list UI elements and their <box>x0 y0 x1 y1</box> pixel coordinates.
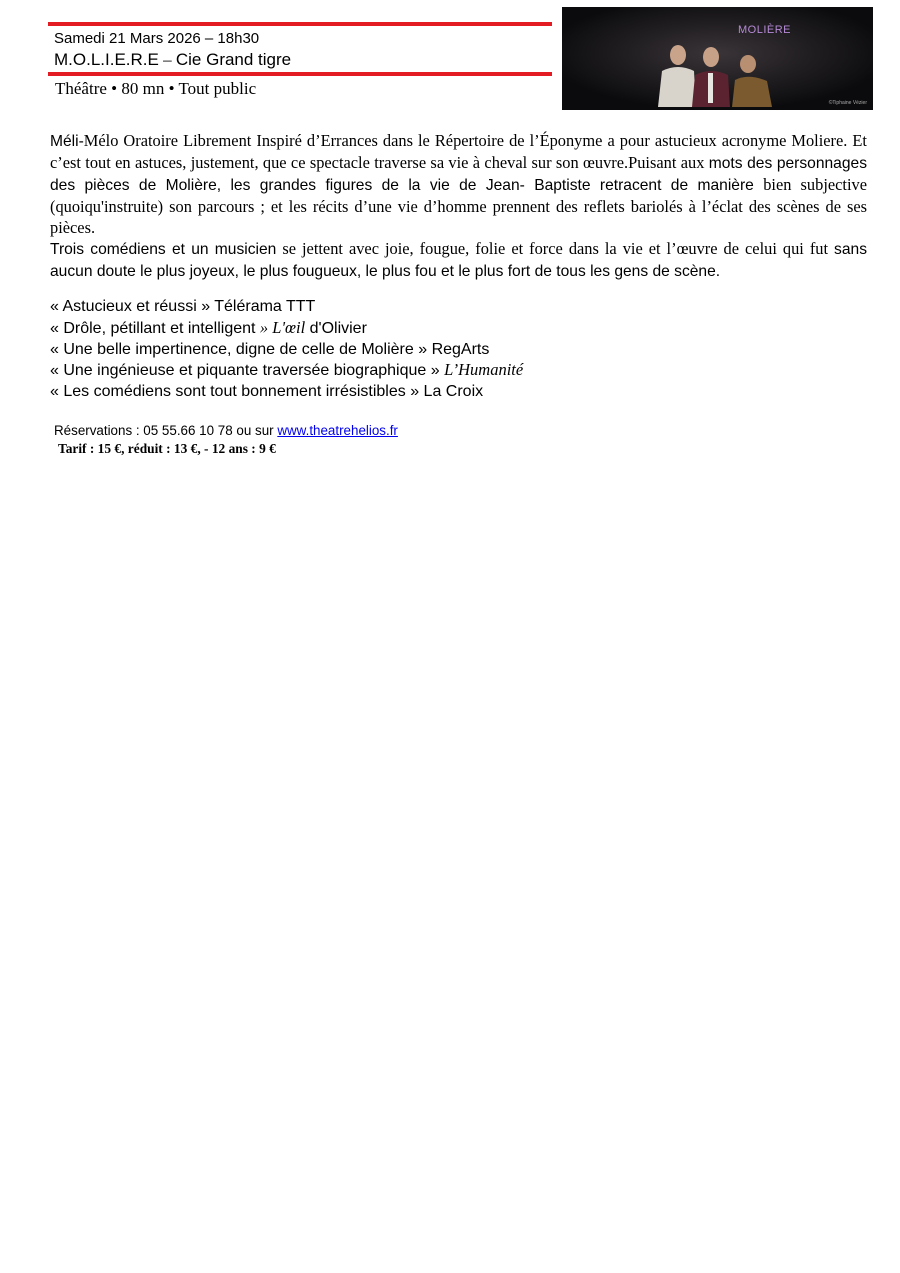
reservation-line <box>54 423 398 438</box>
company-name: Cie Grand tigre <box>175 50 292 69</box>
show-photo <box>562 7 873 110</box>
show-title: M.O.L.I.E.R.E <box>54 50 159 69</box>
event-title <box>54 50 291 70</box>
event-date: Samedi 21 Mars 2026 – 18h30 <box>54 30 260 47</box>
review-item: « Une belle impertinence, digne de celle de Molière » RegArts <box>50 340 490 358</box>
show-description <box>50 130 867 282</box>
theatre-website-link[interactable]: www.theatrehelios.fr <box>277 423 398 438</box>
reservation-label: Réservations : 05 55.66 10 78 ou sur <box>54 423 278 438</box>
review-item: « Drôle, pétillant et intelligent » L'œil d'Olivier <box>50 317 367 337</box>
title-dash: – <box>158 50 176 69</box>
event-meta: Théâtre • 80 mn • Tout public <box>55 79 257 98</box>
top-red-rule <box>48 22 552 26</box>
photo-credit: ©Tiphaine Vézier <box>828 100 867 106</box>
review-item: « Les comédiens sont tout bonnement irrésistibles » La Croix <box>50 383 484 401</box>
description-paragraph-1: Méli-Mélo Oratoire Librement Inspiré d’Errances dans le Répertoire de l’Éponyme a pour astucieux acronyme Moliere. Et c’est tout en astuces, justement, que ce spectacle traverse sa vie à cheval sur son œuvre.Puisant aux mots des personnages des pièces de Molière, les grandes figures de la vie de Jean- Baptiste retracent de manière bien subjective (quoiqu'instruite) son parcours ; et les récits d’une vie d’homme prennent des reflets bariolés à l’éclat des scènes de ses pièces. <box>50 131 867 237</box>
review-item: « Astucieux et réussi » Télérama TTT <box>50 298 316 315</box>
bottom-red-rule <box>48 72 552 76</box>
performers-image <box>562 7 873 110</box>
event-header <box>48 22 552 82</box>
photo-title: MOLIÈRE <box>738 24 792 36</box>
review-item: « Une ingénieuse et piquante traversée biographique » L’Humanité <box>50 360 524 380</box>
pricing-line: Tarif : 15 €, réduit : 13 €, - 12 ans : 9 € <box>58 441 276 456</box>
description-paragraph-2: Trois comédiens et un musicien se jettent avec joie, fougue, folie et force dans la vie et l’œuvre de celui qui fut sans aucun doute le plus joyeux, le plus fougueux, le plus fou et le plus fort de tous les gens de scène. <box>50 239 867 280</box>
press-reviews <box>50 297 523 403</box>
